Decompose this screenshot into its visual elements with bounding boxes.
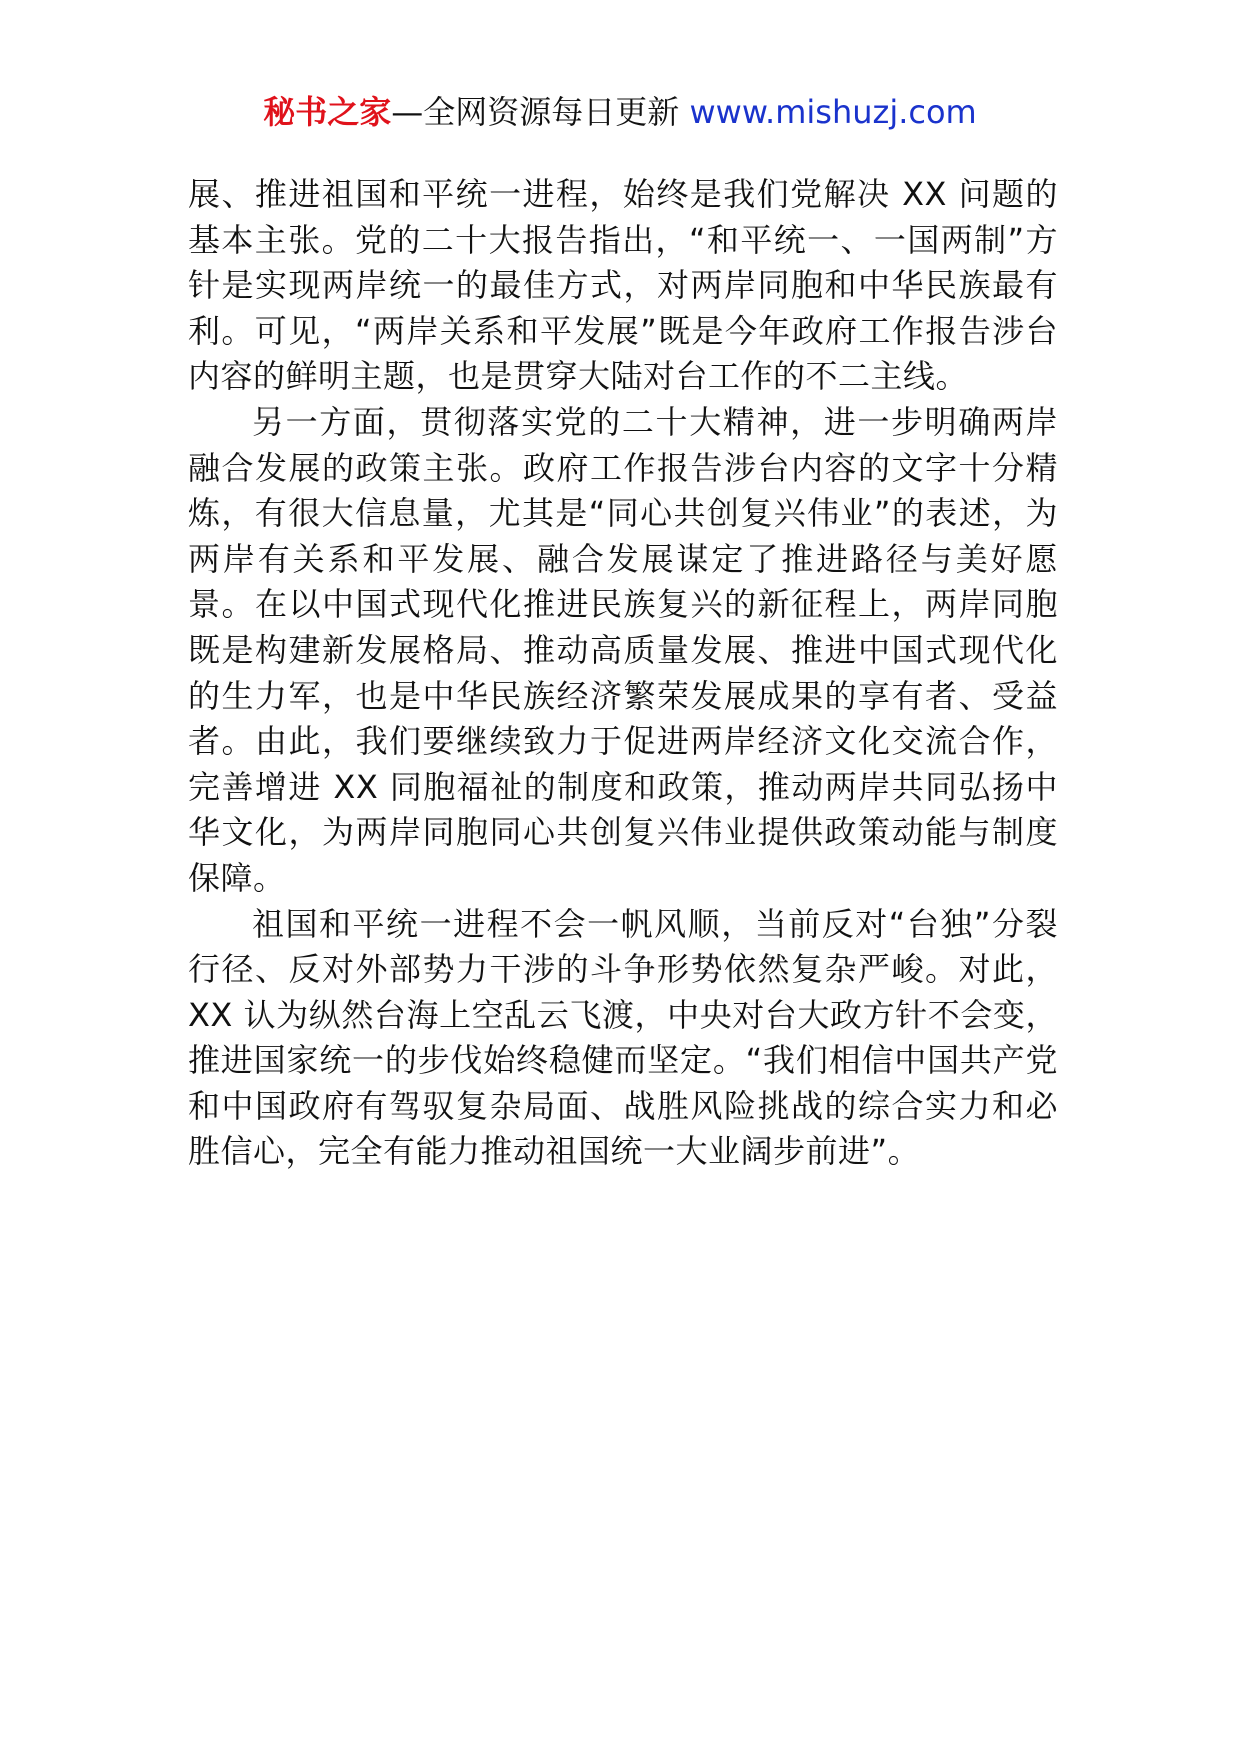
paragraph-continued: 展、推进祖国和平统一进程，始终是我们党解决 XX 问题的基本主张。党的二十大报告指出，“和平统一、一国两制”方针是实现两岸统一的最佳方式，对两岸同胞和中华民族最有利。可见，“两岸关系和平发展”既是今年政府工作报告涉台内容的鲜明主题，也是贯穿大陆对台工作的不二主线。 bbox=[188, 175, 1058, 396]
header-tagline: —全网资源每日更新 bbox=[391, 93, 690, 131]
document-body bbox=[188, 172, 1058, 1175]
brand-name: 秘书之家 bbox=[263, 93, 392, 131]
site-url-link[interactable]: www.mishuzj.com bbox=[689, 93, 977, 131]
paragraph: 另一方面，贯彻落实党的二十大精神，进一步明确两岸融合发展的政策主张。政府工作报告涉台内容的文字十分精炼，有很大信息量，尤其是“同心共创复兴伟业”的表述，为两岸有关系和平发展、融合发展谋定了推进路径与美好愿景。在以中国式现代化推进民族复兴的新征程上，两岸同胞既是构建新发展格局、推动高质量发展、推进中国式现代化的生力军，也是中华民族经济繁荣发展成果的享有者、受益者。由此，我们要继续致力于促进两岸经济文化交流合作，完善增进 XX 同胞福祉的制度和政策，推动两岸共同弘扬中华文化，为两岸同胞同心共创复兴伟业提供政策动能与制度保障。 bbox=[188, 402, 1058, 897]
page-header bbox=[0, 92, 1240, 132]
paragraph: 祖国和平统一进程不会一帆风顺，当前反对“台独”分裂行径、反对外部势力干涉的斗争形势依然复杂严峻。对此，XX 认为纵然台海上空乱云飞渡，中央对台大政方针不会变，推进国家统一的步伐始终稳健而坚定。“我们相信中国共产党和中国政府有驾驭复杂局面、战胜风险挑战的综合实力和必胜信心，完全有能力推动祖国统一大业阔步前进”。 bbox=[188, 904, 1058, 1171]
